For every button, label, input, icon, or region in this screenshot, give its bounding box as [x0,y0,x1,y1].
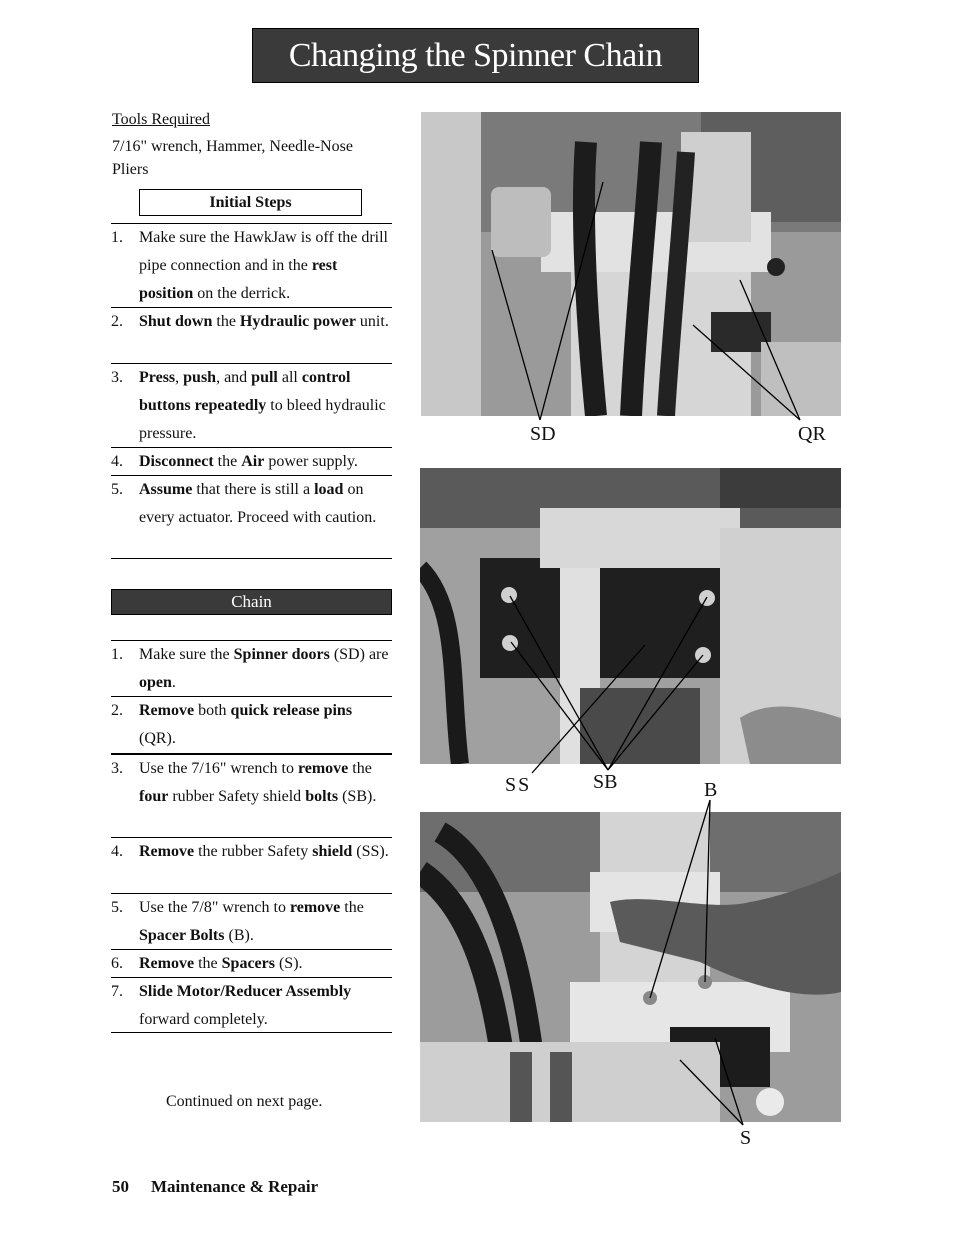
step-text: Assume that there is still a load on every actuator. Proceed with caution. [139,481,377,526]
step-text: Slide Motor/Reducer Assembly forward completely. [139,983,352,1028]
spinner-doors-photo [421,112,841,416]
step-text: Shut down the Hydraulic power unit. [139,313,389,330]
step-text: Remove the rubber Safety shield (SS). [139,843,389,860]
chain-step [111,977,392,1033]
safety-shield-photo [420,468,841,764]
divider [111,1032,392,1033]
label-b: B [704,779,718,801]
page-footer [112,1177,318,1197]
initial-step [111,475,392,559]
emphasis-text: Remove [139,843,195,860]
emphasis-text: Assume [139,481,193,498]
step-number: 2. [111,313,123,330]
section-name: Maintenance & Repair [151,1177,319,1196]
step-text: Make sure the HawkJaw is off the drill pipe connection and in the rest position on the derrick. [139,229,388,302]
step-number: 4. [111,453,123,470]
page-title: Changing the Spinner Chain [252,28,699,83]
initial-steps-heading: Initial Steps [139,189,362,216]
emphasis-text: pull [251,369,278,386]
step-text: Make sure the Spinner doors (SD) are open. [139,646,389,691]
emphasis-text: quick release pins [230,702,353,719]
initial-step [111,447,392,475]
step-text: Use the 7/16" wrench to remove the four rubber Safety shield bolts (SB). [139,760,377,805]
initial-step [111,223,392,307]
label-sd: SD [530,423,556,445]
divider [111,558,392,559]
emphasis-text: open [139,674,172,691]
step-number: 7. [111,983,123,1000]
emphasis-text: Shut down [139,313,213,330]
step-text: Disconnect the Air power supply. [139,453,358,470]
emphasis-text: remove [289,899,341,916]
emphasis-text: shield [312,843,353,860]
step-text: Use the 7/8" wrench to remove the Spacer Bolts (B). [139,899,364,944]
chain-step [111,640,392,696]
emphasis-text: Slide Motor/Reducer Assembly [139,983,352,1000]
emphasis-text: Air [241,453,265,470]
step-number: 2. [111,702,123,719]
emphasis-text: rest position [139,257,338,302]
emphasis-text: Spacers [221,955,275,972]
chain-step [111,837,392,893]
tools-list: 7/16" wrench, Hammer, Needle-Nose Pliers [112,138,353,178]
emphasis-text: Spinner doors [233,646,330,663]
step-number: 6. [111,955,123,972]
emphasis-text: Press [139,369,176,386]
chain-heading: Chain [111,589,392,615]
initial-step [111,307,392,363]
emphasis-text: Disconnect [139,453,214,470]
step-number: 1. [111,229,123,246]
continued-note: Continued on next page. [166,1093,323,1110]
step-number: 5. [111,899,123,916]
step-text: Remove the Spacers (S). [139,955,303,972]
emphasis-text: Spacer Bolts [139,927,225,944]
step-number: 4. [111,843,123,860]
emphasis-text: Remove [139,702,195,719]
chain-step [111,949,392,977]
emphasis-text: Hydraulic power [239,313,356,330]
emphasis-text: Remove [139,955,195,972]
label-qr: QR [798,423,826,445]
emphasis-text: control buttons repeatedly [139,369,351,414]
label-ss: SS [505,774,532,796]
step-number: 5. [111,481,123,498]
emphasis-text: remove [297,760,349,777]
label-sb: SB [593,771,618,793]
page-number: 50 [112,1177,129,1196]
step-number: 1. [111,646,123,663]
chain-step [111,696,392,752]
tools-heading: Tools Required [112,111,210,128]
step-text: Remove both quick release pins (QR). [139,702,353,747]
emphasis-text: four [139,788,169,805]
initial-step [111,363,392,447]
chain-step [111,753,392,837]
emphasis-text: push [183,369,217,386]
spacer-bolts-photo [420,812,841,1122]
step-number: 3. [111,760,123,777]
emphasis-text: load [314,481,344,498]
step-text: Press, push, and pull all control buttons repeatedly to bleed hydraulic pressure. [139,369,386,442]
emphasis-text: bolts [305,788,339,805]
step-number: 3. [111,369,123,386]
chain-step [111,893,392,949]
label-s: S [740,1127,752,1149]
